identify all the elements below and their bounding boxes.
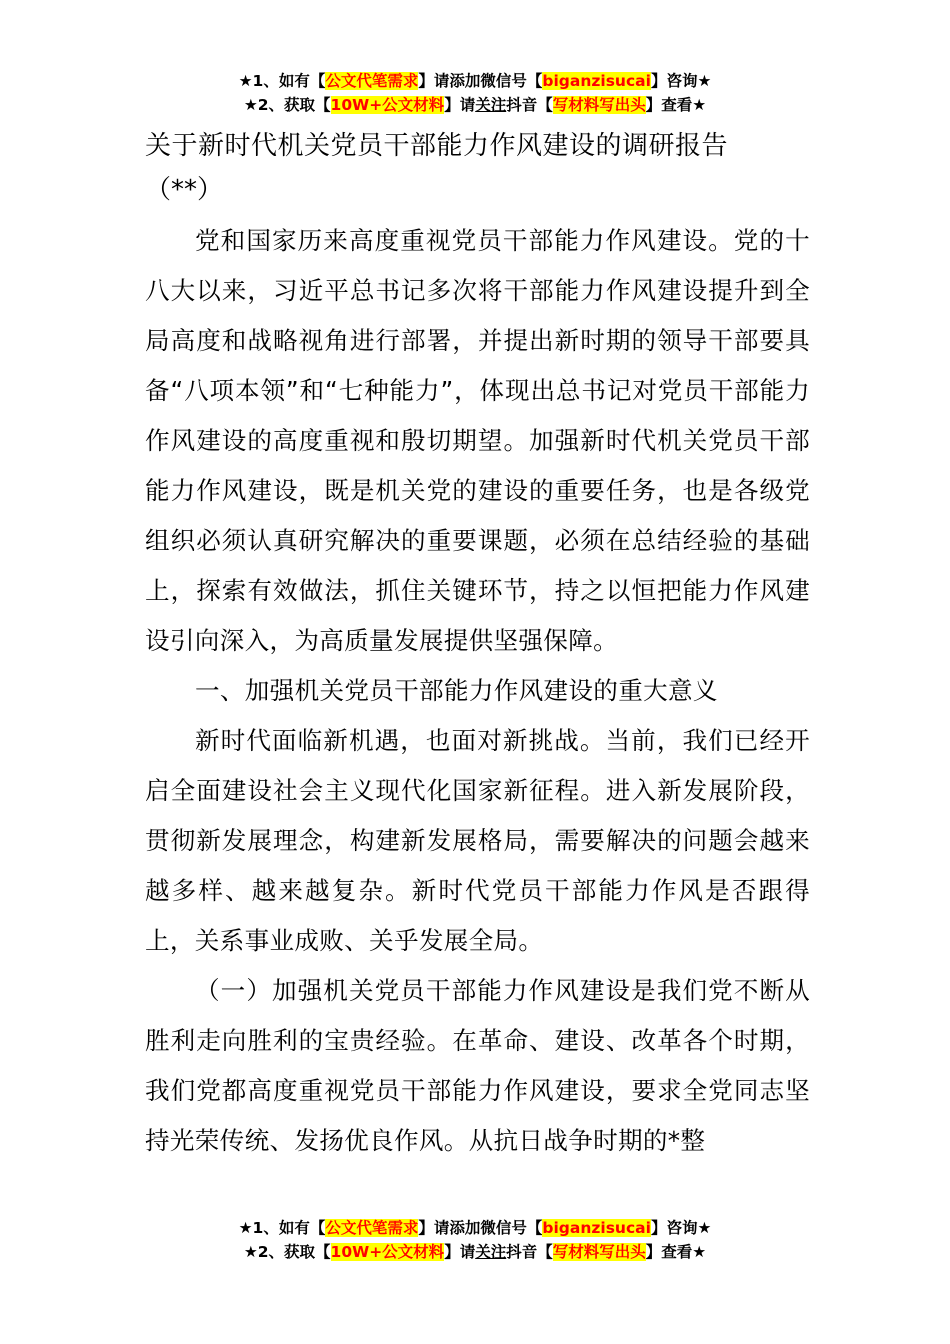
banner-line-2 (0, 1240, 950, 1264)
banner-line-1 (0, 1216, 950, 1240)
banner-highlight-materials: 10W+公文材料 (330, 96, 445, 114)
banner-text-underlined: 关注 (475, 1243, 507, 1261)
banner-text: 抖音【 (506, 96, 553, 114)
banner-text: ★1、如有【 (238, 72, 326, 90)
paragraph: 新时代面临新机遇，也面对新挑战。当前，我们已经开启全面建设社会主义现代化国家新征程。进入新发展阶段，贯彻新发展理念，构建新发展格局，需要解决的问题会越来越多样、越来越复杂。新时代党员干部能力作风是否跟得上，关系事业成败、关乎发展全局。 (145, 726, 810, 955)
document-author: （**） (145, 175, 224, 205)
banner-text: 】请添加微信号【 (418, 1219, 543, 1237)
banner-highlight-materials: 10W+公文材料 (330, 1243, 445, 1261)
header-banner (0, 69, 950, 117)
paragraph: 党和国家历来高度重视党员干部能力作风建设。党的十八大以来，习近平总书记多次将干部能力作风建设提升到全局高度和战略视角进行部署，并提出新时期的领导干部要具备“八项本领”和“七种能力”，体现出总书记对党员干部能力作风建设的高度重视和殷切期望。加强新时代机关党员干部能力作风建设，既是机关党的建设的重要任务，也是各级党组织必须认真研究解决的重要课题，必须在总结经验的基础上，探索有效做法，抓住关键环节，持之以恒把能力作风建设引向深入，为高质量发展提供坚强保障。 (145, 226, 810, 655)
banner-text: ★2、获取【 (243, 1243, 331, 1261)
banner-text: 】请 (444, 96, 476, 114)
banner-text-underlined: 关注 (475, 96, 507, 114)
banner-highlight-wechat: biganzisucai (542, 72, 651, 90)
banner-highlight-douyin: 写材料写出头 (552, 1243, 646, 1261)
banner-text: ★1、如有【 (238, 1219, 326, 1237)
banner-text: 】咨询★ (650, 72, 712, 90)
banner-highlight-wechat: biganzisucai (542, 1219, 651, 1237)
banner-highlight-douyin: 写材料写出头 (552, 96, 646, 114)
document-title: 关于新时代机关党员干部能力作风建设的调研报告 (145, 131, 729, 161)
banner-text: 】请 (444, 1243, 476, 1261)
banner-line-2 (0, 93, 950, 117)
banner-text: 】查看★ (645, 96, 707, 114)
banner-highlight-service: 公文代笔需求 (325, 1219, 419, 1237)
section-heading: 一、加强机关党员干部能力作风建设的重大意义 (195, 676, 718, 705)
banner-text: 】查看★ (645, 1243, 707, 1261)
paragraph: （一）加强机关党员干部能力作风建设是我们党不断从胜利走向胜利的宝贵经验。在革命、建设、改革各个时期，我们党都高度重视党员干部能力作风建设，要求全党同志坚持光荣传统、发扬优良作风。从抗日战争时期的*整 (145, 976, 810, 1155)
banner-text: ★2、获取【 (243, 96, 331, 114)
document-body (145, 124, 810, 1166)
banner-text: 】请添加微信号【 (418, 72, 543, 90)
footer-banner (0, 1216, 950, 1264)
banner-text: 抖音【 (506, 1243, 553, 1261)
banner-text: 】咨询★ (650, 1219, 712, 1237)
banner-highlight-service: 公文代笔需求 (325, 72, 419, 90)
banner-line-1 (0, 69, 950, 93)
